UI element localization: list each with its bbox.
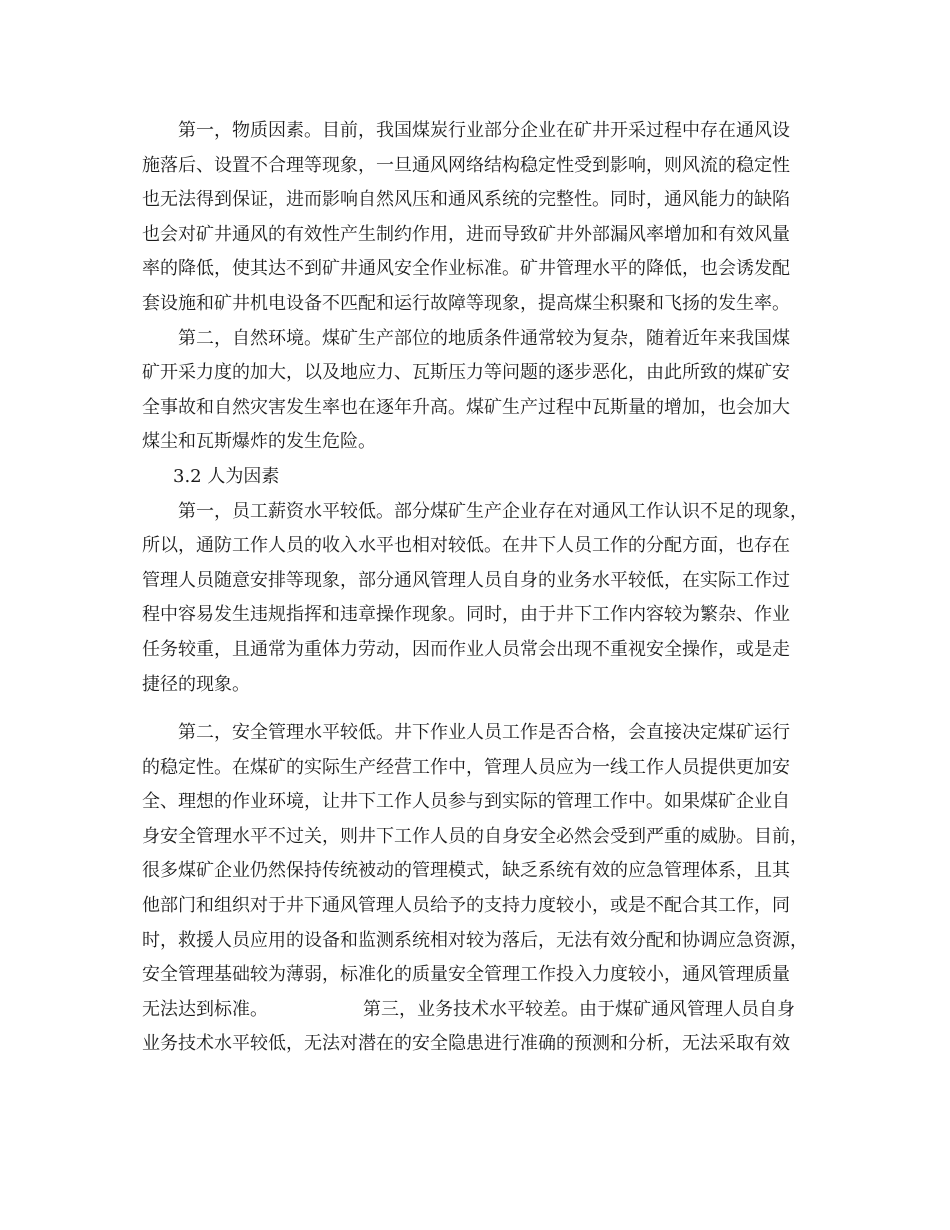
text-line: 身安全管理水平不过关，则井下工作人员的自身安全必然会受到严重的威胁。目前， xyxy=(142,825,808,847)
text-line: 也无法得到保证，进而影响自然风压和通风系统的完整性。同时，通风能力的缺陷 xyxy=(142,189,790,211)
text-line: 他部门和组织对于井下通风管理人员给予的支持力度较小，或是不配合其工作，同 xyxy=(142,895,790,917)
text-fragment: 无法达到标准。 xyxy=(142,998,268,1020)
text-line: 煤尘和瓦斯爆炸的发生危险。 xyxy=(142,431,376,453)
text-line: 时，救援人员应用的设备和监测系统相对较为落后，无法有效分配和协调应急资源， xyxy=(142,929,808,951)
text-line: 施落后、设置不合理等现象，一旦通风网络结构稳定性受到影响，则风流的稳定性 xyxy=(142,154,790,176)
section-heading: 3.2 人为因素 xyxy=(173,465,280,487)
text-line xyxy=(142,993,810,1028)
paragraph-gap xyxy=(142,702,810,716)
text-line: 所以，通防工作人员的收入水平也相对较低。在井下人员工作的分配方面，也存在 xyxy=(142,535,790,557)
text-line: 第二，安全管理水平较低。井下作业人员工作是否合格，会直接决定煤矿运行 xyxy=(178,722,790,744)
text-line: 捷径的现象。 xyxy=(142,673,250,695)
text-line: 安全管理基础较为薄弱，标准化的质量安全管理工作投入力度较小，通风管理质量 xyxy=(142,964,790,986)
text-line: 全事故和自然灾害发生率也在逐年升高。煤矿生产过程中瓦斯量的增加，也会加大 xyxy=(142,396,790,418)
text-line: 第一，物质因素。目前，我国煤炭行业部分企业在矿井开采过程中存在通风设 xyxy=(178,120,790,141)
text-fragment: 第三，业务技术水平较差。由于煤矿通风管理人员自身 xyxy=(363,998,795,1020)
text-line: 的稳定性。在煤矿的实际生产经营工作中，管理人员应为一线工作人员提供更加安 xyxy=(142,756,790,778)
document-page xyxy=(142,114,810,1062)
text-line: 矿开采力度的加大，以及地应力、瓦斯压力等问题的逐步恶化，由此所致的煤矿安 xyxy=(142,362,790,384)
text-line: 很多煤矿企业仍然保持传统被动的管理模式，缺乏系统有效的应急管理体系，且其 xyxy=(142,860,790,882)
text-line: 业务技术水平较低，无法对潜在的安全隐患进行准确的预测和分析，无法采取有效 xyxy=(142,1033,790,1055)
text-line: 管理人员随意安排等现象，部分通风管理人员自身的业务水平较低，在实际工作过 xyxy=(142,569,790,591)
text-line: 套设施和矿井机电设备不匹配和运行故障等现象，提高煤尘积聚和飞扬的发生率。 xyxy=(142,292,790,314)
text-line: 率的降低，使其达不到矿井通风安全作业标准。矿井管理水平的降低，也会诱发配 xyxy=(142,258,790,280)
text-line: 程中容易发生违规指挥和违章操作现象。同时，由于井下工作内容较为繁杂、作业 xyxy=(142,604,790,626)
text-line: 也会对矿井通风的有效性产生制约作用，进而导致矿井外部漏风率增加和有效风量 xyxy=(142,223,790,245)
text-line: 第二，自然环境。煤矿生产部位的地质条件通常较为复杂，随着近年来我国煤 xyxy=(178,327,790,349)
text-line: 第一，员工薪资水平较低。部分煤矿生产企业存在对通风工作认识不足的现象， xyxy=(178,500,808,522)
text-line: 任务较重，且通常为重体力劳动，因而作业人员常会出现不重视安全操作，或是走 xyxy=(142,638,790,660)
text-line: 全、理想的作业环境，让井下工作人员参与到实际的管理工作中。如果煤矿企业自 xyxy=(142,791,790,813)
